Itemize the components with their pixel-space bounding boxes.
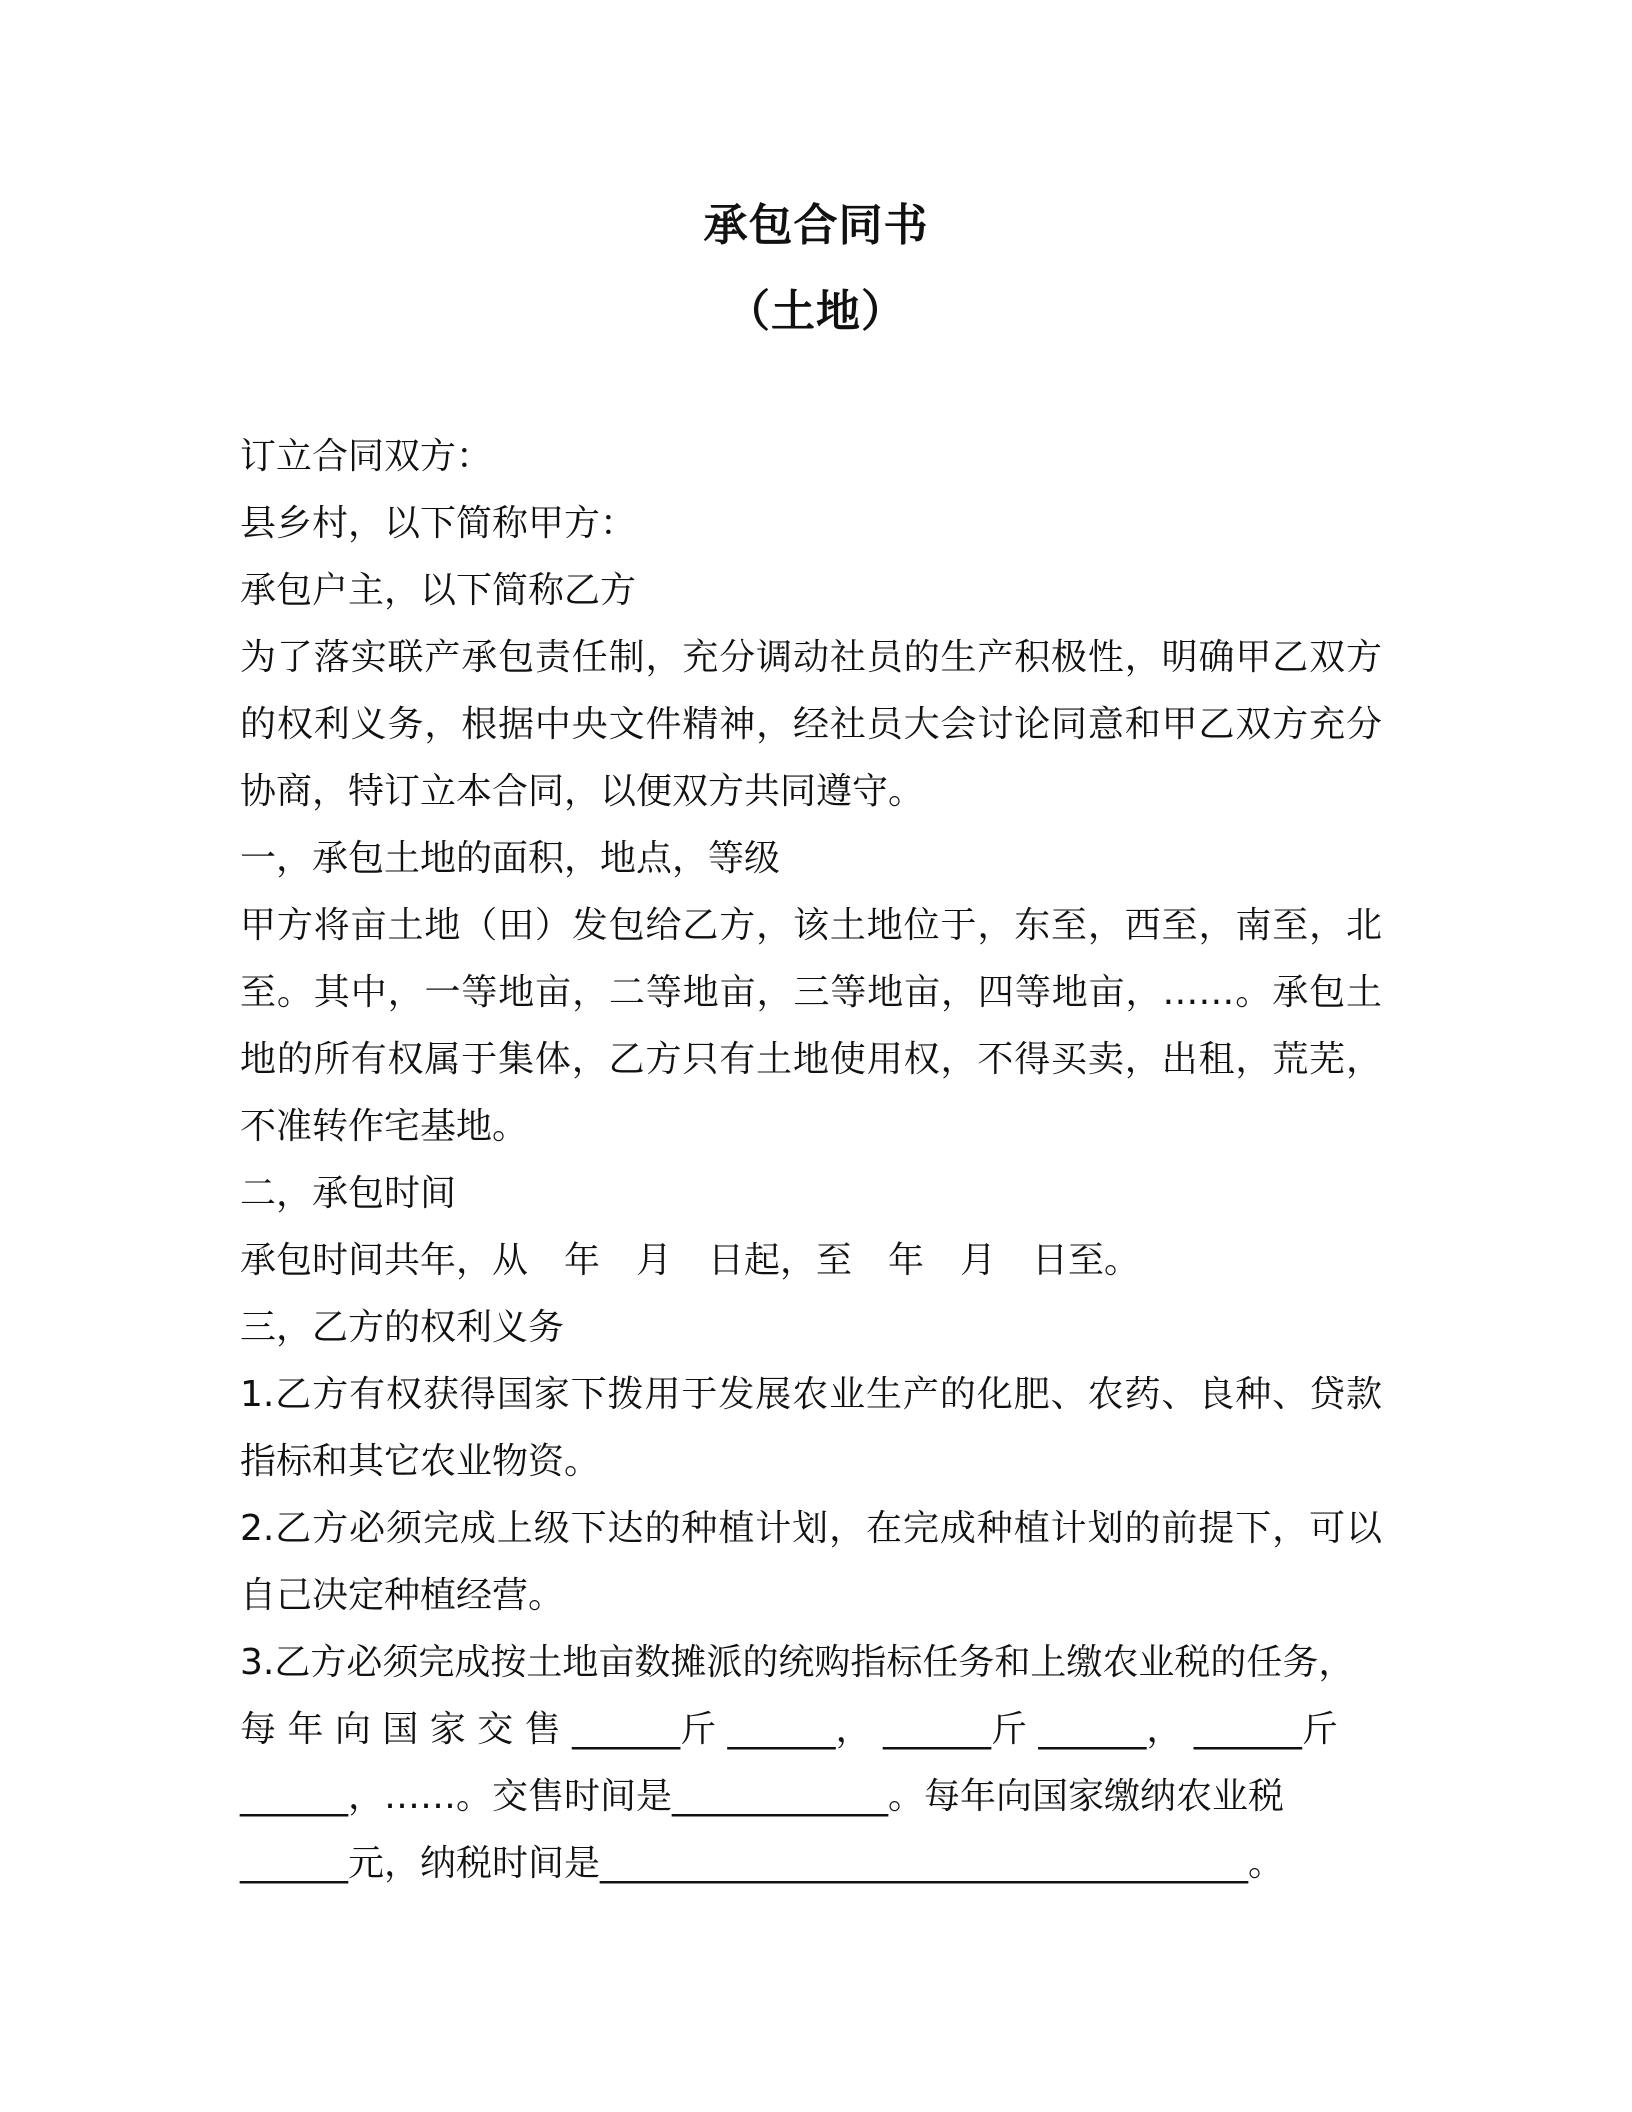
clause-3-sale-time-line: ______，……。交售时间是____________。每年向国家缴纳农业税 <box>240 1776 1285 1817</box>
contract-parties-heading: 订立合同双方： <box>240 436 493 477</box>
section-1-heading: 一，承包土地的面积，地点，等级 <box>240 838 781 879</box>
clause-3-paragraph: 3.乙方必须完成按土地亩数摊派的统购指标任务和上缴农业税的任务， <box>240 1642 1355 1683</box>
section-2-paragraph: 承包时间共年，从 年 月 日起，至 年 月 日至。 <box>240 1240 1141 1281</box>
clause-3-quota-line: 每 年 向 国 家 交 售 ______斤 ______， ______斤 ______， ______斤 <box>240 1709 1338 1750</box>
document-subtitle: （土地） <box>726 286 906 337</box>
party-a-line: 县乡村，以下简称甲方： <box>240 503 637 544</box>
clause-3-tax-line: ______元，纳税时间是____________________________________。 <box>240 1843 1285 1884</box>
clause-2-paragraph: 2.乙方必须完成上级下达的种植计划，在完成种植计划的前提下，可以自己决定种植经营。 <box>240 1508 1382 1616</box>
clause-1-paragraph: 1.乙方有权获得国家下拨用于发展农业生产的化肥、农药、良种、贷款指标和其它农业物资。 <box>240 1374 1382 1482</box>
preamble-paragraph: 为了落实联产承包责任制，充分调动社员的生产积极性，明确甲乙双方的权利义务，根据中央文件精神，经社员大会讨论同意和甲乙双方充分协商，特订立本合同，以便双方共同遵守。 <box>240 637 1382 812</box>
party-b-line: 承包户主，以下简称乙方 <box>240 570 637 611</box>
section-1-paragraph: 甲方将亩土地（田）发包给乙方，该土地位于，东至，西至，南至，北至。其中，一等地亩，二等地亩，三等地亩，四等地亩，……。承包土地的所有权属于集体，乙方只有土地使用权，不得买卖，出租，荒芜，不准转作宅基地。 <box>240 905 1382 1147</box>
document-body <box>240 423 1382 1897</box>
document-title: 承包合同书 <box>703 200 929 251</box>
section-2-heading: 二，承包时间 <box>240 1173 457 1214</box>
section-3-heading: 三，乙方的权利义务 <box>240 1307 565 1348</box>
